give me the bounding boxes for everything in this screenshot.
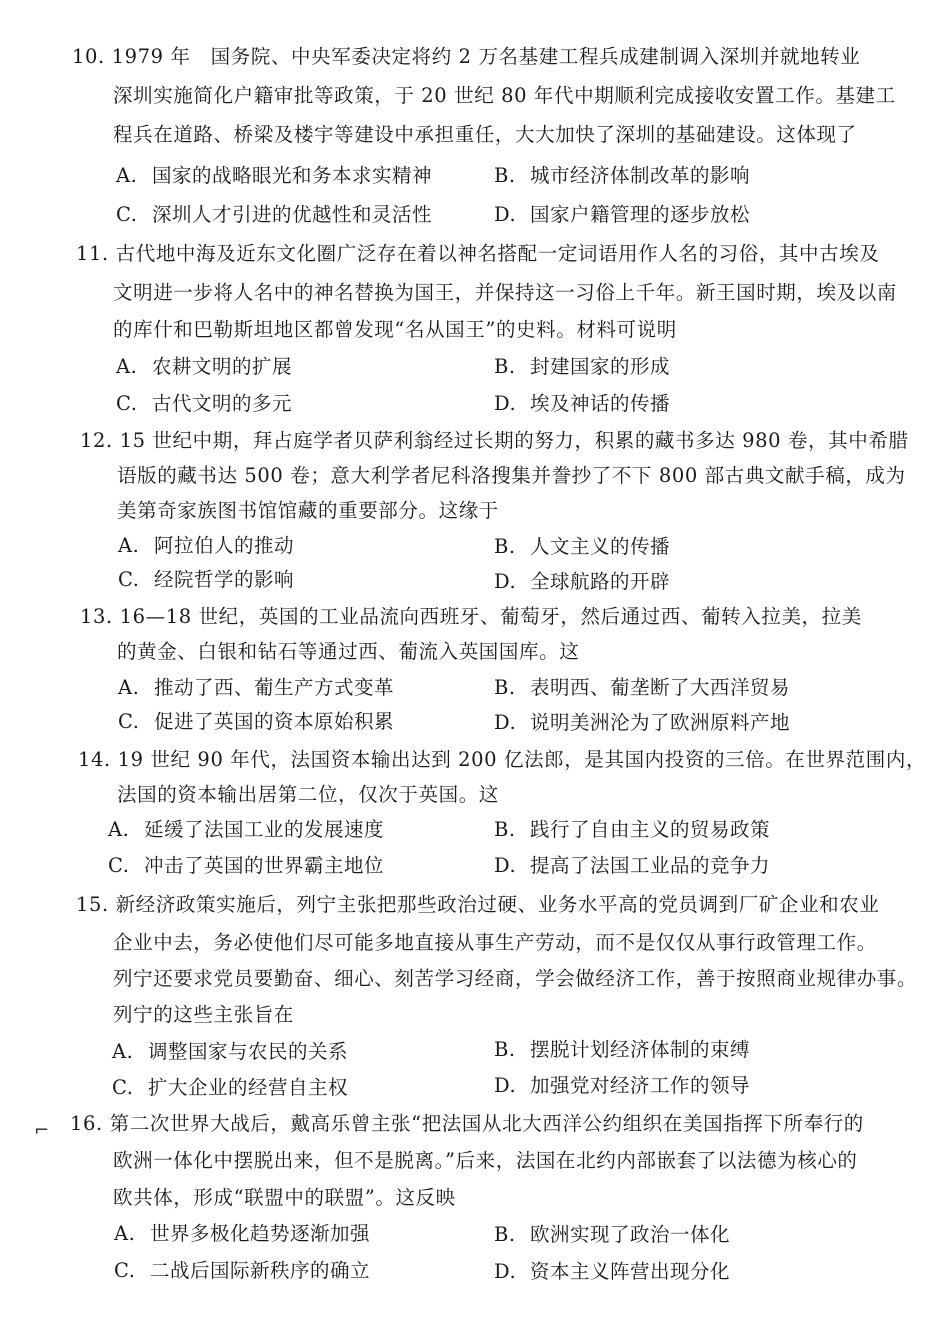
option-text: 延缓了法国工业的发展速度 [144,818,385,841]
option-a[interactable] [108,817,384,843]
option-text: 冲击了英国的世界霸主地位 [144,854,385,877]
option-c[interactable] [116,391,292,417]
option-label: D. [494,392,517,415]
option-label: C. [118,568,140,591]
question-text: 程兵在道路、桥梁及楼宇等建设中承担重任，大大加快了深圳的基础建设。这体现了 [113,123,857,146]
question-first-line [78,747,926,773]
question-first-line [76,892,879,918]
option-d[interactable] [494,202,750,228]
option-c[interactable] [118,567,294,593]
question-first-line [80,428,909,454]
option-label: A. [118,676,140,699]
question-text: 第二次世界大战后，戴高乐曾主张“把法国从北大西洋公约组织在美国指挥下所奉行的 [109,1112,864,1135]
option-c[interactable] [118,709,394,735]
option-b[interactable] [494,354,670,380]
option-b[interactable] [494,1037,750,1063]
option-label: B. [494,355,516,378]
option-label: D. [494,711,517,734]
question-text: 列宁的这些主张旨在 [113,1003,294,1026]
option-label: D. [494,203,517,226]
option-label: A. [116,164,138,187]
question-text: 16—18 世纪，英国的工业品流向西班牙、葡萄牙，然后通过西、葡转入拉美，拉美 [119,605,862,628]
option-text: 世界多极化趋势逐渐加强 [150,1222,371,1245]
option-text: 表明西、葡垄断了大西洋贸易 [530,676,791,699]
option-d[interactable] [494,569,670,595]
option-text: 资本主义阵营出现分化 [530,1260,731,1283]
option-text: 加强党对经济工作的领导 [530,1074,751,1097]
option-b[interactable] [494,534,670,560]
option-d[interactable] [494,710,790,736]
question-number: 12. [80,429,113,452]
option-text: 国家户籍管理的逐步放松 [530,203,751,226]
question-text: 语版的藏书达 500 卷；意大利学者尼科洛搜集并誊抄了不下 800 部古典文献手稿，成为 [117,464,906,487]
option-d[interactable] [494,853,770,879]
option-text: 践行了自由主义的贸易政策 [530,818,771,841]
option-b[interactable] [494,163,750,189]
option-c[interactable] [108,853,384,879]
option-label: D. [494,854,517,877]
option-label: D. [494,570,517,593]
option-label: B. [494,164,516,187]
option-c[interactable] [112,1075,348,1101]
option-label: B. [494,535,516,558]
question-first-line [70,1111,864,1137]
option-label: A. [118,534,140,557]
option-text: 埃及神话的传播 [530,392,671,415]
option-label: D. [494,1074,517,1097]
option-text: 经院哲学的影响 [154,568,295,591]
option-text: 封建国家的形成 [530,355,671,378]
question-text: 美第奇家族图书馆馆藏的重要部分。这缘于 [117,499,499,522]
question-text: 欧共体，形成“联盟中的联盟”。这反映 [113,1186,456,1209]
option-c[interactable] [114,1258,370,1284]
option-a[interactable] [116,163,432,189]
question-text: 的库什和巴勒斯坦地区都曾发现“名从国王”的史料。材料可说明 [113,318,677,341]
option-label: C. [114,1259,136,1282]
option-label: A. [114,1222,136,1245]
question-number: 16. [70,1112,103,1135]
option-label: C. [118,710,140,733]
question-text: 欧洲一体化中摆脱出来，但不是脱离。”后来，法国在北约内部嵌套了以法德为核心的 [113,1149,858,1172]
option-a[interactable] [114,1221,370,1247]
option-a[interactable] [118,675,394,701]
question-text: 的黄金、白银和钻石等通过西、葡流入英国国库。这 [117,640,580,663]
option-label: B. [494,1038,516,1061]
option-a[interactable] [112,1039,348,1065]
option-text: 城市经济体制改革的影响 [530,164,751,187]
option-a[interactable] [118,533,294,559]
option-label: B. [494,676,516,699]
option-text: 提高了法国工业品的竞争力 [530,854,771,877]
option-label: D. [494,1260,517,1283]
option-label: C. [112,1076,134,1099]
option-label: C. [108,854,130,877]
option-a[interactable] [116,354,292,380]
option-text: 二战后国际新秩序的确立 [150,1259,371,1282]
option-label: A. [116,355,138,378]
option-text: 扩大企业的经营自主权 [148,1076,349,1099]
option-c[interactable] [116,202,432,228]
question-text: 企业中去，务必使他们尽可能多地直接从事生产劳动，而不是仅仅从事行政管理工作。 [113,931,877,954]
option-label: A. [108,818,130,841]
question-text: 新经济政策实施后，列宁主张把那些政治过硬、业务水平高的党员调到厂矿企业和农业 [115,893,880,916]
option-label: B. [494,818,516,841]
option-text: 说明美洲沦为了欧洲原料产地 [530,711,791,734]
option-text: 人文主义的传播 [530,535,671,558]
option-text: 欧洲实现了政治一体化 [530,1223,731,1246]
option-b[interactable] [494,675,790,701]
question-number: 15. [76,893,109,916]
option-d[interactable] [494,1073,750,1099]
option-text: 推动了西、葡生产方式变革 [154,676,395,699]
option-text: 国家的战略眼光和务本求实精神 [152,164,433,187]
question-text: 1979 年 国务院、中央军委决定将约 2 万名基建工程兵成建制调入深圳并就地转业 [111,45,861,68]
question-first-line [72,44,860,70]
question-number: 11. [76,242,109,265]
question-first-line [80,604,862,630]
option-b[interactable] [494,817,770,843]
option-text: 深圳人才引进的优越性和灵活性 [152,203,433,226]
option-d[interactable] [494,391,670,417]
option-label: C. [116,392,138,415]
question-text: 文明进一步将人名中的神名替换为国王，并保持这一习俗上千年。新王国时期，埃及以南 [113,281,897,304]
option-text: 全球航路的开辟 [530,570,671,593]
question-text: 19 世纪 90 年代，法国资本输出达到 200 亿法郎，是其国内投资的三倍。在世界范围内， [117,748,927,771]
option-text: 农耕文明的扩展 [152,355,293,378]
question-text: 深圳实施简化户籍审批等政策，于 20 世纪 80 年代中期顺利完成接收安置工作。基建工 [113,84,896,107]
option-text: 促进了英国的资本原始积累 [154,710,395,733]
scan-artifact-icon: ⌐ [34,1120,50,1141]
question-text: 古代地中海及近东文化圈广泛存在着以神名搭配一定词语用作人名的习俗，其中古埃及 [115,242,880,265]
question-number: 10. [72,45,105,68]
option-label: C. [116,203,138,226]
option-text: 调整国家与农民的关系 [148,1040,349,1063]
option-label: B. [494,1223,516,1246]
option-d[interactable] [494,1259,730,1285]
question-text: 15 世纪中期，拜占庭学者贝萨利翁经过长期的努力，积累的藏书多达 980 卷，其中希腊 [119,429,909,452]
option-text: 阿拉伯人的推动 [154,534,295,557]
question-text: 列宁还要求党员要勤奋、细心、刻苦学习经商，学会做经济工作，善于按照商业规律办事。 [113,967,918,990]
question-number: 13. [80,605,113,628]
question-number: 14. [78,748,111,771]
option-text: 古代文明的多元 [152,392,293,415]
option-text: 摆脱计划经济体制的束缚 [530,1038,751,1061]
option-label: A. [112,1040,134,1063]
question-text: 法国的资本输出居第二位，仅次于英国。这 [117,783,499,806]
question-first-line [76,241,879,267]
option-b[interactable] [494,1222,730,1248]
